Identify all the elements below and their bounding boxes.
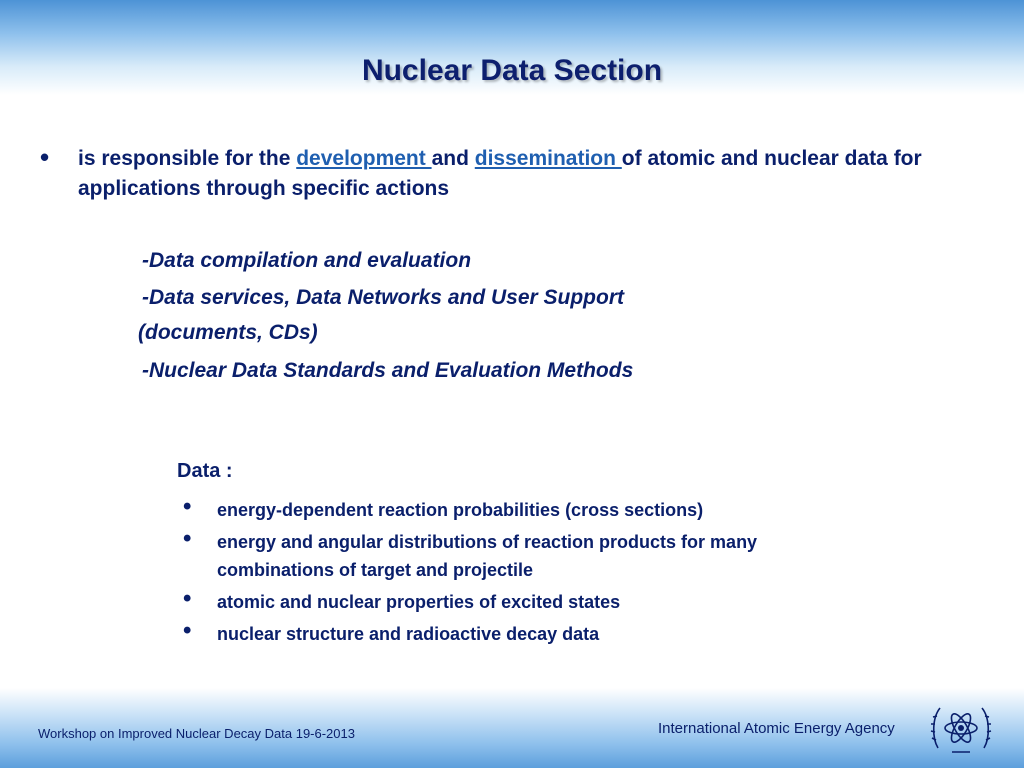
data-list [183, 493, 843, 648]
data-list-item [183, 617, 843, 648]
agency-name: International Atomic Energy Agency [658, 720, 895, 737]
action-item: -Nuclear Data Standards and Evaluation Methods [142, 359, 634, 382]
sub-bullet: • [183, 585, 192, 612]
data-list-item-text: atomic and nuclear properties of excited states [217, 592, 621, 612]
sub-bullet: • [183, 617, 192, 644]
data-list-item-text: energy and angular distributions of reaction products for many combinations of target and projectile [217, 532, 758, 580]
slide-title: Nuclear Data Section [361, 54, 663, 87]
iaea-logo-icon [930, 700, 992, 756]
sub-bullet: • [183, 525, 192, 552]
intro-text-middle: and [431, 147, 475, 170]
intro-text-after: of atomic and nuclear data for applications through specific actions [78, 147, 922, 200]
data-list-item [183, 585, 843, 616]
workshop-footer: Workshop on Improved Nuclear Decay Data 19-6-2013 [38, 726, 355, 741]
data-list-item-text: nuclear structure and radioactive decay data [217, 624, 600, 644]
action-item: -Data services, Data Networks and User Support [142, 286, 624, 309]
data-list-item-text: energy-dependent reaction probabilities (cross sections) [217, 500, 704, 520]
intro-text-before: is responsible for the [78, 147, 297, 170]
main-bullet: • [40, 142, 50, 172]
dissemination-link[interactable]: dissemination [474, 147, 622, 170]
sub-bullet: • [183, 493, 192, 520]
intro-paragraph [78, 144, 958, 204]
development-link[interactable]: development [296, 147, 432, 170]
data-list-item [183, 493, 843, 524]
action-item: (documents, CDs) [138, 321, 318, 344]
data-list-item [183, 525, 843, 584]
data-heading: Data : [177, 460, 233, 482]
action-item: -Data compilation and evaluation [142, 249, 472, 272]
